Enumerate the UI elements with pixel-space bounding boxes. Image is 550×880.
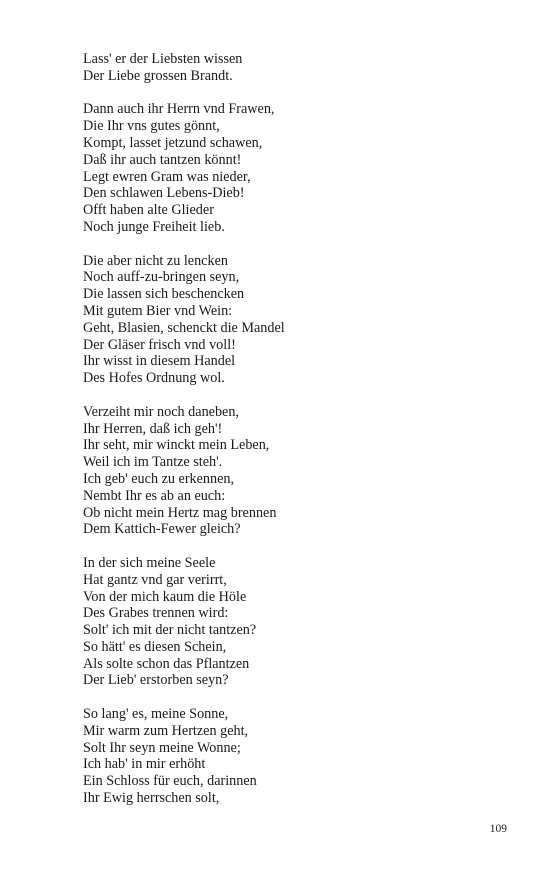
poem-line: Solt' ich mit der nicht tantzen? [83,622,257,639]
poem-line: Offt haben alte Glieder [83,202,214,219]
poem-line: In der sich meine Seele [83,554,216,571]
poem-line: Ihr wisst in diesem Handel [83,353,236,370]
poem-line: Dem Kattich-Fewer gleich? [83,521,241,538]
stanza [83,253,503,387]
page-number: 109 [489,823,507,835]
poem-line: Dann auch ihr Herrn vnd Frawen, [83,101,275,118]
poem-line: Als solte schon das Pflantzen [83,655,250,672]
poem-line: Weil ich im Tantze steh'. [83,454,223,471]
poem-line: Hat gantz vnd gar verirrt, [83,571,227,588]
poem-line: Ihr Ewig herrschen solt, [83,790,220,807]
poem-line: Ich hab' in mir erhöht [83,756,206,773]
poem-text [83,51,503,824]
poem-line: Ein Schloss für euch, darinnen [83,773,257,790]
poem-line: Lass' er der Liebsten wissen [83,51,243,67]
stanza [83,555,503,689]
poem-line: So lang' es, meine Sonne, [83,706,229,723]
poem-line: Noch junge Freiheit lieb. [83,218,225,235]
poem-line: Legt ewren Gram was nieder, [83,168,251,185]
poem-line: Der Lieb' erstorben seyn? [83,672,229,689]
poem-line: Mir warm zum Hertzen geht, [83,722,249,739]
poem-line: Mit gutem Bier vnd Wein: [83,302,233,319]
poem-line: Ob nicht mein Hertz mag brennen [83,504,277,521]
poem-line: Noch auff-zu-bringen seyn, [83,269,240,286]
poem-line: Kompt, lasset jetzund schawen, [83,134,263,151]
poem-line: Die lassen sich beschencken [83,286,245,303]
stanza [83,51,503,85]
poem-line: Verzeiht mir noch daneben, [83,403,239,420]
poem-line: Ich geb' euch zu erkennen, [83,470,235,487]
poem-line: Solt Ihr seyn meine Wonne; [83,739,241,756]
poem-line: Der Liebe grossen Brandt. [83,67,233,84]
poem-line: So hätt' es diesen Schein, [83,638,227,655]
stanza [83,706,503,807]
poem-line: Ihr seht, mir winckt mein Leben, [83,437,270,454]
poem-line: Daß ihr auch tantzen könnt! [83,151,242,168]
poem-line: Der Gläser frisch vnd voll! [83,336,236,353]
poem-line: Ihr Herren, daß ich geh'! [83,420,223,437]
poem-line: Die aber nicht zu lencken [83,252,228,269]
poem-line: Geht, Blasien, schenckt die Mandel [83,319,285,336]
poem-line: Von der mich kaum die Höle [83,588,247,605]
stanza [83,101,503,235]
poem-line: Des Hofes Ordnung wol. [83,370,225,387]
poem-line: Den schlawen Lebens-Dieb! [83,185,245,202]
poem-line: Die Ihr vns gutes gönnt, [83,118,220,135]
poem-line: Des Grabes trennen wird: [83,605,229,622]
stanza [83,404,503,538]
poem-line: Nembt Ihr es ab an euch: [83,487,226,504]
